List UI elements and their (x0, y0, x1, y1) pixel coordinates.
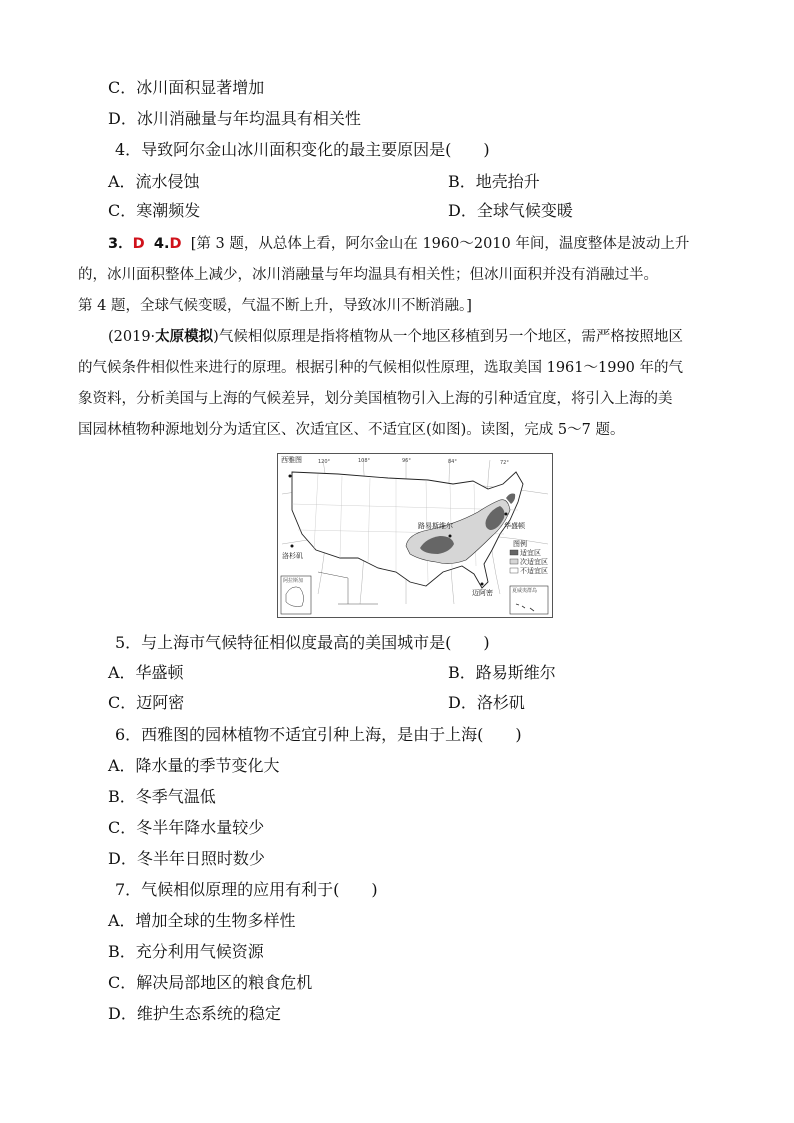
los-angeles-marker (291, 545, 294, 548)
washington-marker (505, 513, 508, 516)
q4-option-c: C．寒潮频发 (108, 201, 201, 220)
q6-option-a: A．降水量的季节变化大 (108, 756, 280, 775)
passage-source: 太原模拟 (155, 329, 214, 345)
label-louisville: 路易斯维尔 (418, 522, 453, 530)
meridian-84: 84° (448, 459, 457, 465)
hawaii-label: 夏威夷群岛 (512, 588, 538, 594)
q2-option-d: D．冰川消融量与年均温具有相关性 (108, 109, 361, 128)
alaska-label: 阿拉斯加 (283, 578, 304, 584)
label-washington: 华盛顿 (504, 522, 525, 530)
answer-explanation-line3: 第 4 题，全球气候变暖，气温不断上升，导致冰川不断消融。] (78, 298, 472, 314)
q7-stem: 7．气候相似原理的应用有利于( ) (115, 880, 378, 899)
answer-explanation-line2: 的，冰川面积整体上减少，冰川消融量与年均温具有相关性；但冰川面积并没有消融过半。 (78, 267, 658, 283)
q6-option-d: D．冬半年日照时数少 (108, 849, 265, 868)
q4-option-d: D．全球气候变暖 (448, 201, 573, 220)
southern-frame (318, 572, 378, 604)
answer-4: D (169, 236, 182, 252)
q5-stem: 5．与上海市气候特征相似度最高的美国城市是( ) (115, 633, 490, 652)
answer-3-4 (78, 229, 718, 322)
seattle-marker (289, 475, 292, 478)
label-seattle: 西雅图 (281, 456, 302, 464)
passage-line4: 国园林植物种源地划分为适宜区、次适宜区、不适宜区(如图)。读图，完成 5～7 题。 (78, 422, 625, 438)
q7-option-d: D．维护生态系统的稳定 (108, 1004, 281, 1023)
q5-option-a: A．华盛顿 (108, 663, 184, 682)
meridian-96: 96° (402, 458, 411, 464)
q2-option-c: C．冰川面积显著增加 (108, 78, 265, 97)
q6-option-b: B．冬季气温低 (108, 787, 216, 806)
q5-options-row1 (108, 662, 556, 684)
q4-option-b: B．地壳抬升 (448, 172, 540, 191)
q4-options-row1 (108, 171, 540, 193)
meridian-120: 120° (318, 459, 331, 465)
q7-option-b: B．充分利用气候资源 (108, 942, 264, 961)
legend-unsuitable: 不适宜区 (520, 567, 548, 575)
q4-stem: 4．导致阿尔金山冰川面积变化的最主要原因是( ) (115, 140, 490, 159)
answer-3: D (132, 236, 145, 252)
passage-line1: 气候相似原理是指将植物从一个地区移植到另一个地区，需严格按照地区 (218, 329, 683, 345)
answer-explanation-line1: [第 3 题，从总体上看，阿尔金山在 1960～2010 年间，温度整体是波动上升 (190, 236, 690, 252)
answer-num-3: 3． (108, 236, 133, 252)
miami-marker (481, 583, 484, 586)
legend-swatch-subsuitable (510, 559, 518, 564)
label-los-angeles: 洛杉矶 (282, 552, 303, 560)
map-svg (278, 454, 552, 617)
passage-line3: 象资料，分析美国与上海的气候差异，划分美国植物引入上海的引种适宜度，将引入上海的美 (78, 391, 673, 407)
meridian-72: 72° (500, 460, 509, 466)
legend-title: 图例 (513, 540, 527, 548)
q7-option-c: C．解决局部地区的粮食危机 (108, 973, 313, 992)
passage-source-suffix: ) (213, 329, 219, 345)
legend-swatch-unsuitable (510, 568, 518, 573)
legend-subsuitable: 次适宜区 (520, 558, 548, 566)
legend-swatch-suitable (510, 550, 518, 555)
q4-option-a: A．流水侵蚀 (108, 172, 200, 191)
answer-num-4: 4. (153, 236, 170, 252)
q5-option-b: B．路易斯维尔 (448, 663, 556, 682)
passage (78, 322, 718, 446)
meridian-108: 108° (358, 458, 371, 464)
usa-climate-map (277, 453, 553, 618)
q5-options-row2 (108, 692, 525, 714)
q5-option-c: C．迈阿密 (108, 693, 185, 712)
map-legend (510, 539, 548, 575)
label-miami: 迈阿密 (472, 589, 493, 597)
q7-option-a: A．增加全球的生物多样性 (108, 911, 296, 930)
passage-line2: 的气候条件相似性来进行的原理。根据引种的气候相似性原理，选取美国 1961～1990 年的气 (78, 360, 684, 376)
q5-option-d: D．洛杉矶 (448, 693, 525, 712)
louisville-marker (449, 535, 452, 538)
passage-source-prefix: (2019· (108, 329, 156, 345)
q6-stem: 6．西雅图的园林植物不适宜引种上海，是由于上海( ) (115, 725, 522, 744)
legend-suitable: 适宜区 (520, 549, 541, 557)
q4-options-row2 (108, 200, 573, 222)
q6-option-c: C．冬半年降水量较少 (108, 818, 265, 837)
